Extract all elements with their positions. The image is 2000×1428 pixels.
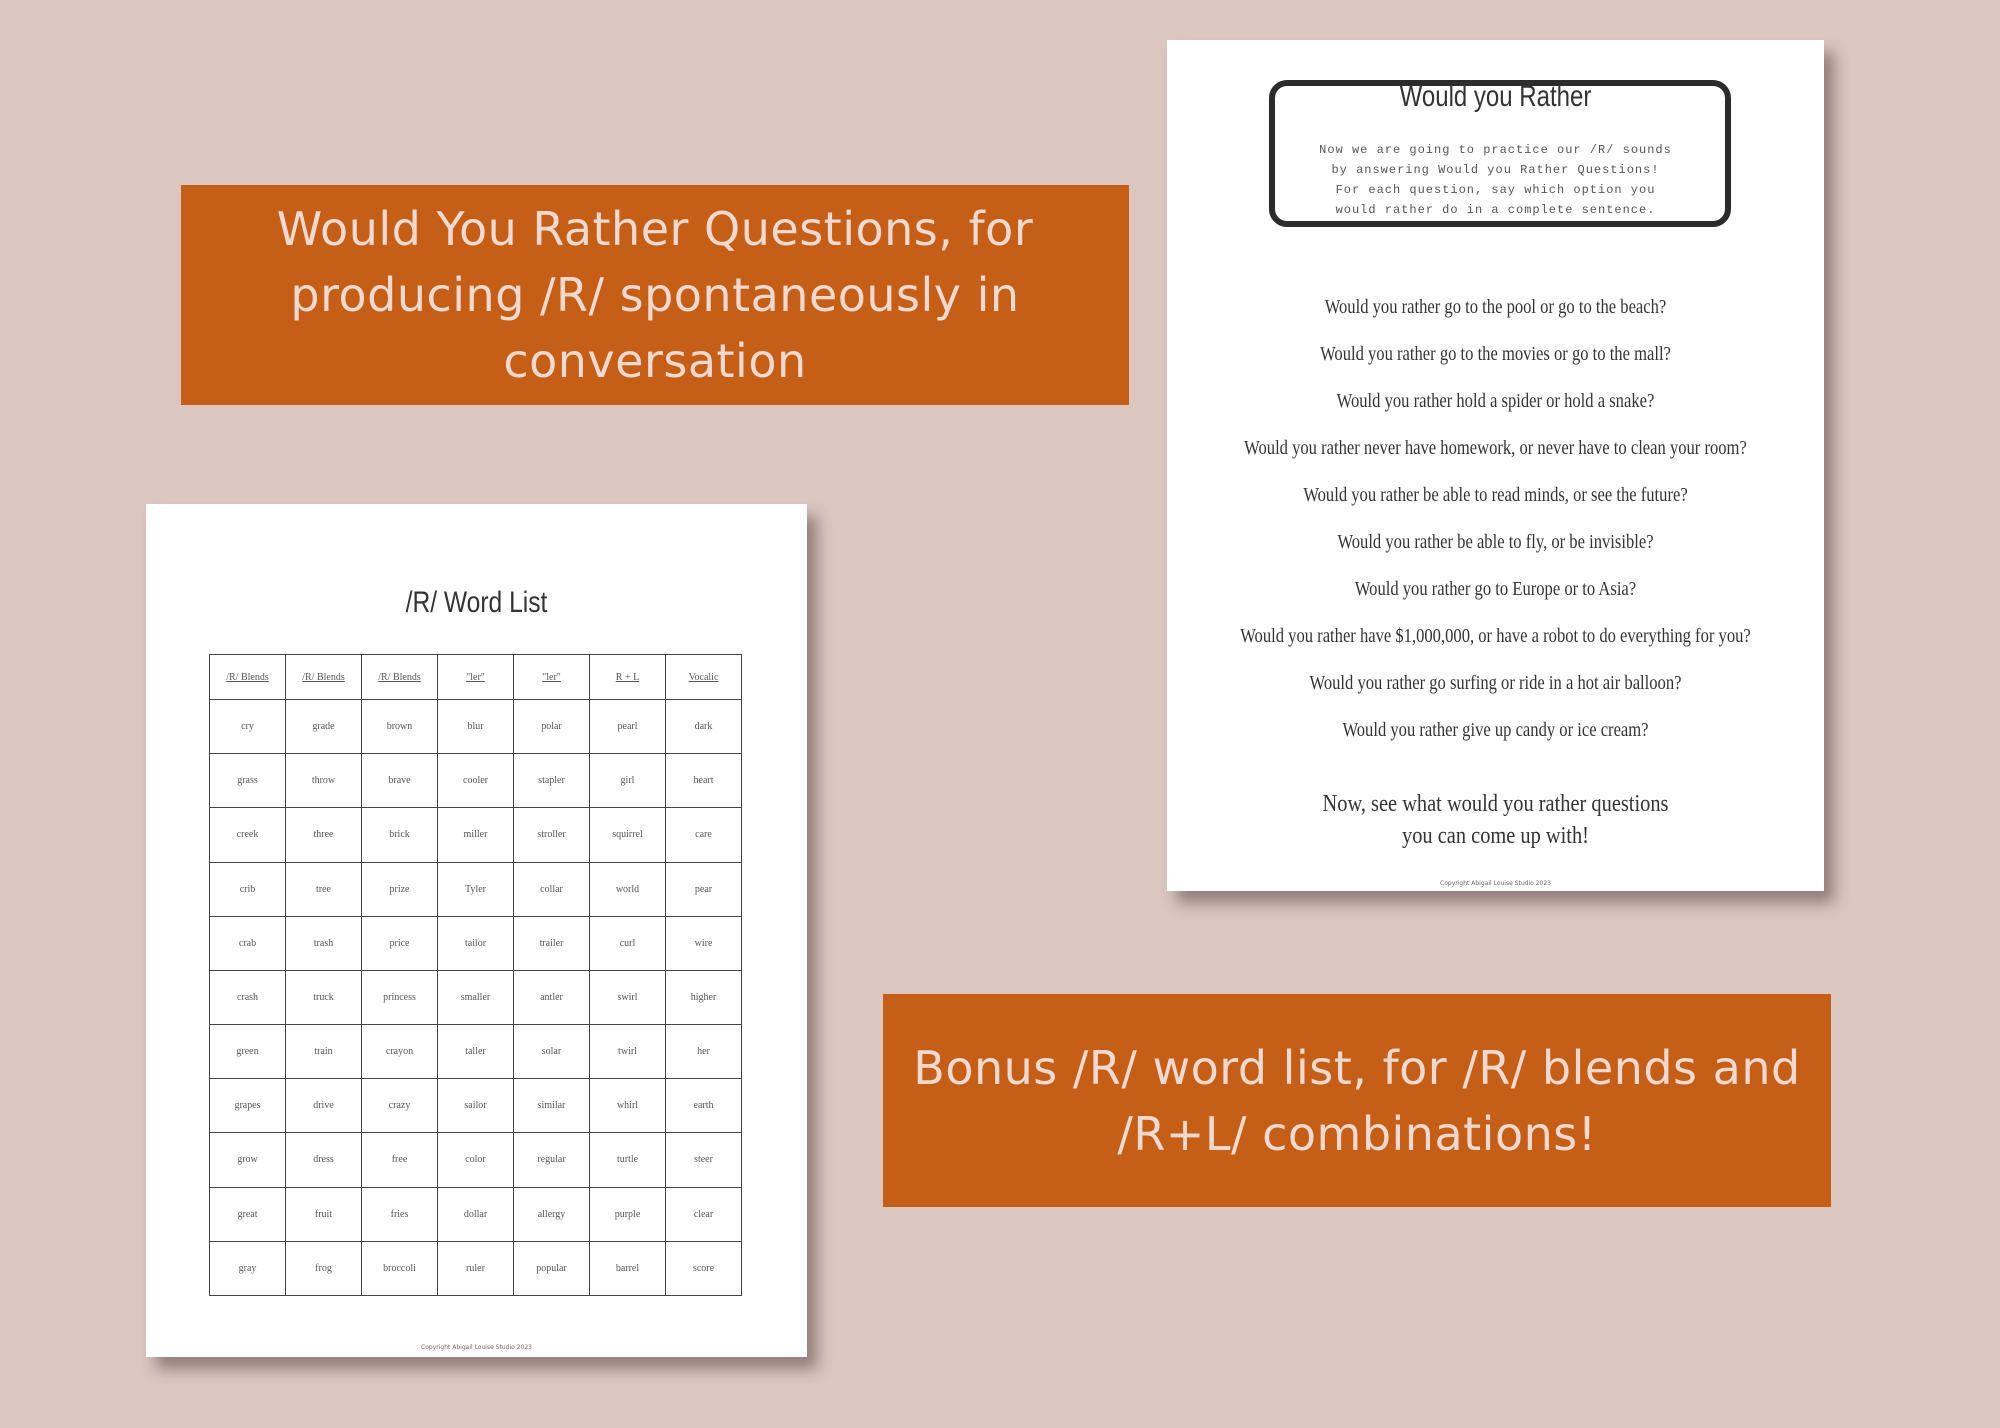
table-cell: taller [438, 1025, 514, 1079]
page-title: Would you Rather [1399, 80, 1592, 113]
table-cell: earth [666, 1079, 742, 1133]
question-item: Would you rather go to the movies or go to the mall? [1320, 344, 1671, 365]
table-cell: drive [286, 1079, 362, 1133]
table-cell: score [666, 1241, 742, 1295]
column-header: "ler" [438, 655, 514, 700]
table-cell: fries [362, 1187, 438, 1241]
table-cell: cooler [438, 754, 514, 808]
table-cell: popular [514, 1241, 590, 1295]
column-header: R + L [590, 655, 666, 700]
table-cell: trash [286, 916, 362, 970]
banner-text: Bonus /R/ word list, for /R/ blends and /R+L/ combinations! [913, 1040, 1801, 1161]
table-cell: crash [210, 970, 286, 1024]
table-cell: three [286, 808, 362, 862]
table-cell: grass [210, 754, 286, 808]
page-title: /R/ Word List [405, 586, 548, 619]
table-cell: squirrel [590, 808, 666, 862]
table-cell: brave [362, 754, 438, 808]
copyright-text: Copyright Abigail Louise Studio 2023 [421, 1344, 532, 1351]
table-cell: whirl [590, 1079, 666, 1133]
table-cell: heart [666, 754, 742, 808]
table-cell: turtle [590, 1133, 666, 1187]
table-cell: tailor [438, 916, 514, 970]
copyright-text: Copyright Abigail Louise Studio 2023 [1440, 880, 1551, 887]
table-cell: care [666, 808, 742, 862]
question-item: Would you rather go to Europe or to Asia? [1354, 579, 1637, 600]
table-cell: Tyler [438, 862, 514, 916]
question-item: Would you rather go to the pool or go to the beach? [1324, 297, 1667, 318]
table-cell: throw [286, 754, 362, 808]
question-item: Would you rather never have homework, or never have to clean your room? [1244, 438, 1747, 459]
table-cell: clear [666, 1187, 742, 1241]
table-cell: brown [362, 700, 438, 754]
question-item: Would you rather be able to fly, or be invisible? [1337, 532, 1654, 553]
word-list-page [146, 504, 807, 1357]
table-row [210, 808, 742, 862]
table-row [210, 1241, 742, 1295]
table-cell: crazy [362, 1079, 438, 1133]
table-cell: fruit [286, 1187, 362, 1241]
table-cell: green [210, 1025, 286, 1079]
table-cell: free [362, 1133, 438, 1187]
table-row [210, 754, 742, 808]
intro-text [1167, 140, 1824, 220]
intro-line: For each question, say which option you [1335, 183, 1656, 197]
table-cell: steer [666, 1133, 742, 1187]
table-cell: higher [666, 970, 742, 1024]
closing-text [1216, 788, 1774, 852]
table-cell: barrel [590, 1241, 666, 1295]
table-cell: crayon [362, 1025, 438, 1079]
intro-line: Now we are going to practice our /R/ sounds [1319, 143, 1672, 157]
table-cell: swirl [590, 970, 666, 1024]
table-cell: twirl [590, 1025, 666, 1079]
table-cell: frog [286, 1241, 362, 1295]
table-cell: crab [210, 916, 286, 970]
table-cell: grade [286, 700, 362, 754]
table-cell: dress [286, 1133, 362, 1187]
table-cell: stroller [514, 808, 590, 862]
table-cell: grow [210, 1133, 286, 1187]
table-cell: train [286, 1025, 362, 1079]
table-cell: blur [438, 700, 514, 754]
question-item: Would you rather go surfing or ride in a hot air balloon? [1309, 673, 1682, 694]
table-cell: purple [590, 1187, 666, 1241]
intro-line: would rather do in a complete sentence. [1335, 203, 1656, 217]
banner-bonus-word-list [883, 994, 1831, 1207]
table-cell: similar [514, 1079, 590, 1133]
column-header: "ler" [514, 655, 590, 700]
table-cell: dollar [438, 1187, 514, 1241]
table-cell: allergy [514, 1187, 590, 1241]
would-you-rather-page [1167, 40, 1824, 891]
question-item: Would you rather hold a spider or hold a snake? [1336, 391, 1655, 412]
table-cell: creek [210, 808, 286, 862]
column-header: Vocalic [666, 655, 742, 700]
table-row [210, 1133, 742, 1187]
table-row [210, 862, 742, 916]
intro-line: by answering Would you Rather Questions! [1331, 163, 1660, 177]
table-cell: truck [286, 970, 362, 1024]
table-cell: great [210, 1187, 286, 1241]
table-cell: curl [590, 916, 666, 970]
table-cell: color [438, 1133, 514, 1187]
banner-would-you-rather [181, 185, 1129, 405]
question-item: Would you rather give up candy or ice cream? [1342, 720, 1649, 741]
column-header: /R/ Blends [286, 655, 362, 700]
table-cell: prize [362, 862, 438, 916]
question-item: Would you rather be able to read minds, or see the future? [1303, 485, 1688, 506]
table-cell: antler [514, 970, 590, 1024]
closing-line: Now, see what would you rather questions [1322, 791, 1669, 817]
table-cell: trailer [514, 916, 590, 970]
table-cell: ruler [438, 1241, 514, 1295]
table-cell: miller [438, 808, 514, 862]
table-row [210, 916, 742, 970]
table-cell: smaller [438, 970, 514, 1024]
table-cell: price [362, 916, 438, 970]
table-row [210, 700, 742, 754]
table-cell: gray [210, 1241, 286, 1295]
table-cell: world [590, 862, 666, 916]
table-header-row [210, 655, 742, 700]
table-cell: collar [514, 862, 590, 916]
banner-text: Would You Rather Questions, for producing /R/ spontaneously in conversation [276, 202, 1034, 388]
table-row [210, 1187, 742, 1241]
table-cell: stapler [514, 754, 590, 808]
table-cell: sailor [438, 1079, 514, 1133]
table-cell: pear [666, 862, 742, 916]
table-cell: tree [286, 862, 362, 916]
word-table [209, 654, 742, 1296]
table-cell: her [666, 1025, 742, 1079]
table-cell: wire [666, 916, 742, 970]
table-cell: princess [362, 970, 438, 1024]
closing-line: you can come up with! [1402, 823, 1589, 849]
table-row [210, 1079, 742, 1133]
table-cell: broccoli [362, 1241, 438, 1295]
column-header: /R/ Blends [362, 655, 438, 700]
question-list [1167, 298, 1824, 768]
table-cell: pearl [590, 700, 666, 754]
table-cell: solar [514, 1025, 590, 1079]
table-cell: dark [666, 700, 742, 754]
table-cell: brick [362, 808, 438, 862]
table-cell: crib [210, 862, 286, 916]
table-cell: girl [590, 754, 666, 808]
table-cell: regular [514, 1133, 590, 1187]
table-cell: polar [514, 700, 590, 754]
question-item: Would you rather have $1,000,000, or have a robot to do everything for you? [1240, 626, 1751, 647]
table-row [210, 1025, 742, 1079]
column-header: /R/ Blends [210, 655, 286, 700]
table-row [210, 970, 742, 1024]
table-cell: cry [210, 700, 286, 754]
table-cell: grapes [210, 1079, 286, 1133]
